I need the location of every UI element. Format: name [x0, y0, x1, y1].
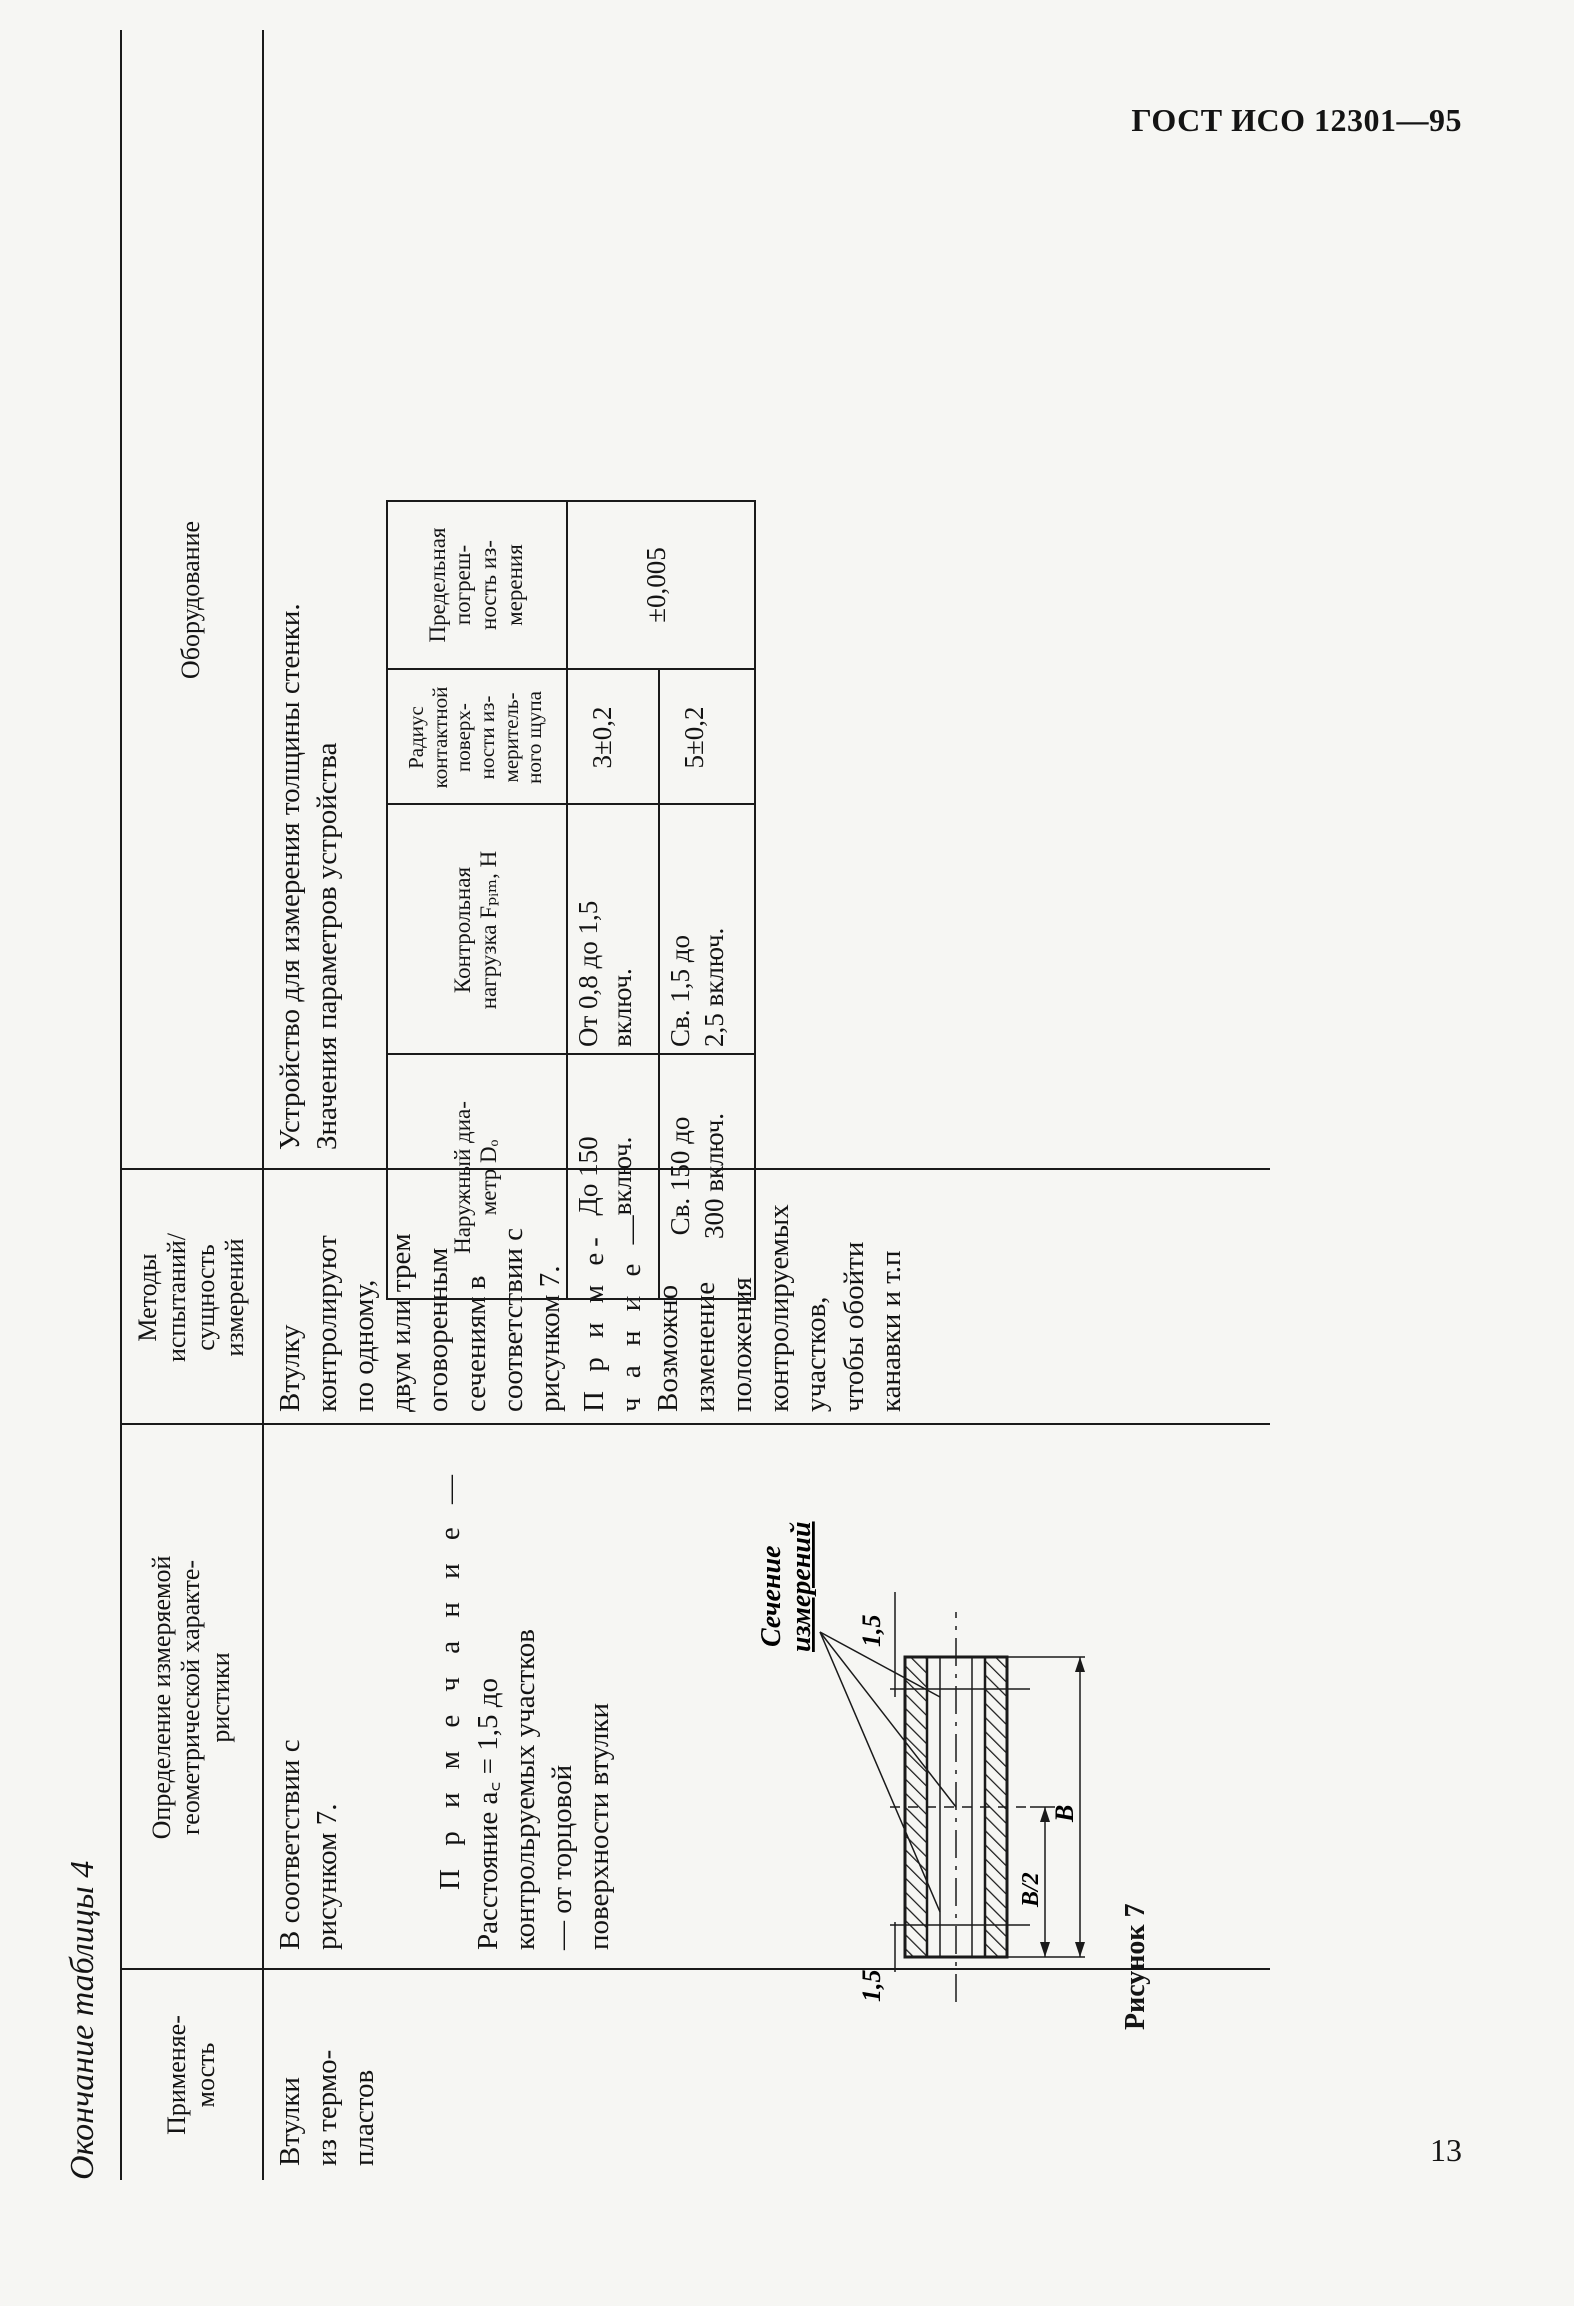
inner-header-diameter: Наружный диа- метр Dₒ: [450, 1101, 501, 1254]
inner-row-divider: [658, 670, 660, 1300]
definition-note-text: Расстояние a꜀ = 1,5 до контрольруемых участков — от торцовой поверхности втулки: [472, 1629, 616, 1950]
inner-header-radius: Радиус контактной поверх- ности из- меритель- ного щупа: [404, 686, 547, 789]
dim-full-arrow-right: [1075, 1657, 1085, 1672]
section-label-line1: Сечение: [756, 1545, 787, 1647]
inner-r1-diameter: До 150 включ.: [573, 1136, 637, 1216]
inner-header-error: Предельная погреш- ность из- мерения: [424, 527, 527, 643]
dim-half-arrow-right: [1040, 1807, 1050, 1822]
methods-note-heading: П р и м е- ч а н и е —: [578, 1209, 648, 1412]
col-header-applicability: Применяе- мость: [161, 2015, 220, 2135]
col-header-equipment: Оборудование: [176, 520, 206, 680]
page-number: 13: [1430, 2132, 1462, 2168]
dim-half-label: B/2: [1018, 1872, 1044, 1907]
table-caption: Окончание таблицы 4: [64, 1860, 101, 2180]
inner-bottom: [754, 500, 756, 1300]
col-divider-2: [120, 1423, 1270, 1425]
inner-header-load: Контрольная нагрузка Fₚᵢₘ, Н: [450, 850, 501, 1010]
definition-note-heading: П р и м е ч а н и е —: [434, 1466, 466, 1890]
document-header: ГОСТ ИСО 12301—95: [1131, 102, 1462, 138]
inner-r1-radius: 3±0,2: [587, 706, 617, 769]
inner-error-value: ±0,005: [641, 547, 671, 623]
dim-left-label: 1,5: [857, 1969, 886, 2002]
table-4-continuation: [120, 30, 1270, 2180]
dim-right-label: 1,5: [857, 1614, 886, 1647]
equipment-parameters-table: [386, 500, 756, 1300]
methods-note-text: Возможно изменение положения контролируемых участков, чтобы обойти канавки и т.п: [652, 1204, 907, 1412]
header-bottom-line: [262, 30, 264, 2180]
dim-half-arrow-left: [1040, 1942, 1050, 1957]
col-header-methods: Методы испытаний/ сущность измерений: [132, 1232, 250, 1363]
inner-r2-diameter: Св. 150 до 300 включ.: [665, 1112, 729, 1240]
figure-caption: Рисунок 7: [1120, 1903, 1151, 2030]
cell-definition: В соответствии с рисунком 7.: [274, 1739, 344, 1950]
cell-equipment-text: Устройство для измерения толщины стенки. Значения параметров устройства: [274, 603, 344, 1150]
dim-full-arrow-left: [1075, 1942, 1085, 1957]
inner-r2-load: Св. 1,5 до 2,5 включ.: [665, 927, 729, 1047]
cell-methods: Втулку контролируют по одному, двум или трем оговоренным сечениям в соответствии с рисунком 7.: [274, 1228, 566, 1412]
rotated-table-page: [60, 0, 1330, 2180]
section-label-line2: измерений: [786, 1521, 817, 1652]
col-header-definition: Определение измеряемой геометрической характе- ристики: [147, 1555, 235, 1840]
inner-r1-load: От 0,8 до 1,5 включ.: [573, 900, 637, 1047]
cell-applicability: Втулки из термо- пластов: [274, 2049, 381, 2166]
dim-full-label: B: [1050, 1804, 1079, 1822]
inner-header-bottom: [566, 500, 568, 1300]
figure-7-bushing-drawing: [740, 1452, 1120, 2152]
inner-r2-radius: 5±0,2: [679, 706, 709, 769]
